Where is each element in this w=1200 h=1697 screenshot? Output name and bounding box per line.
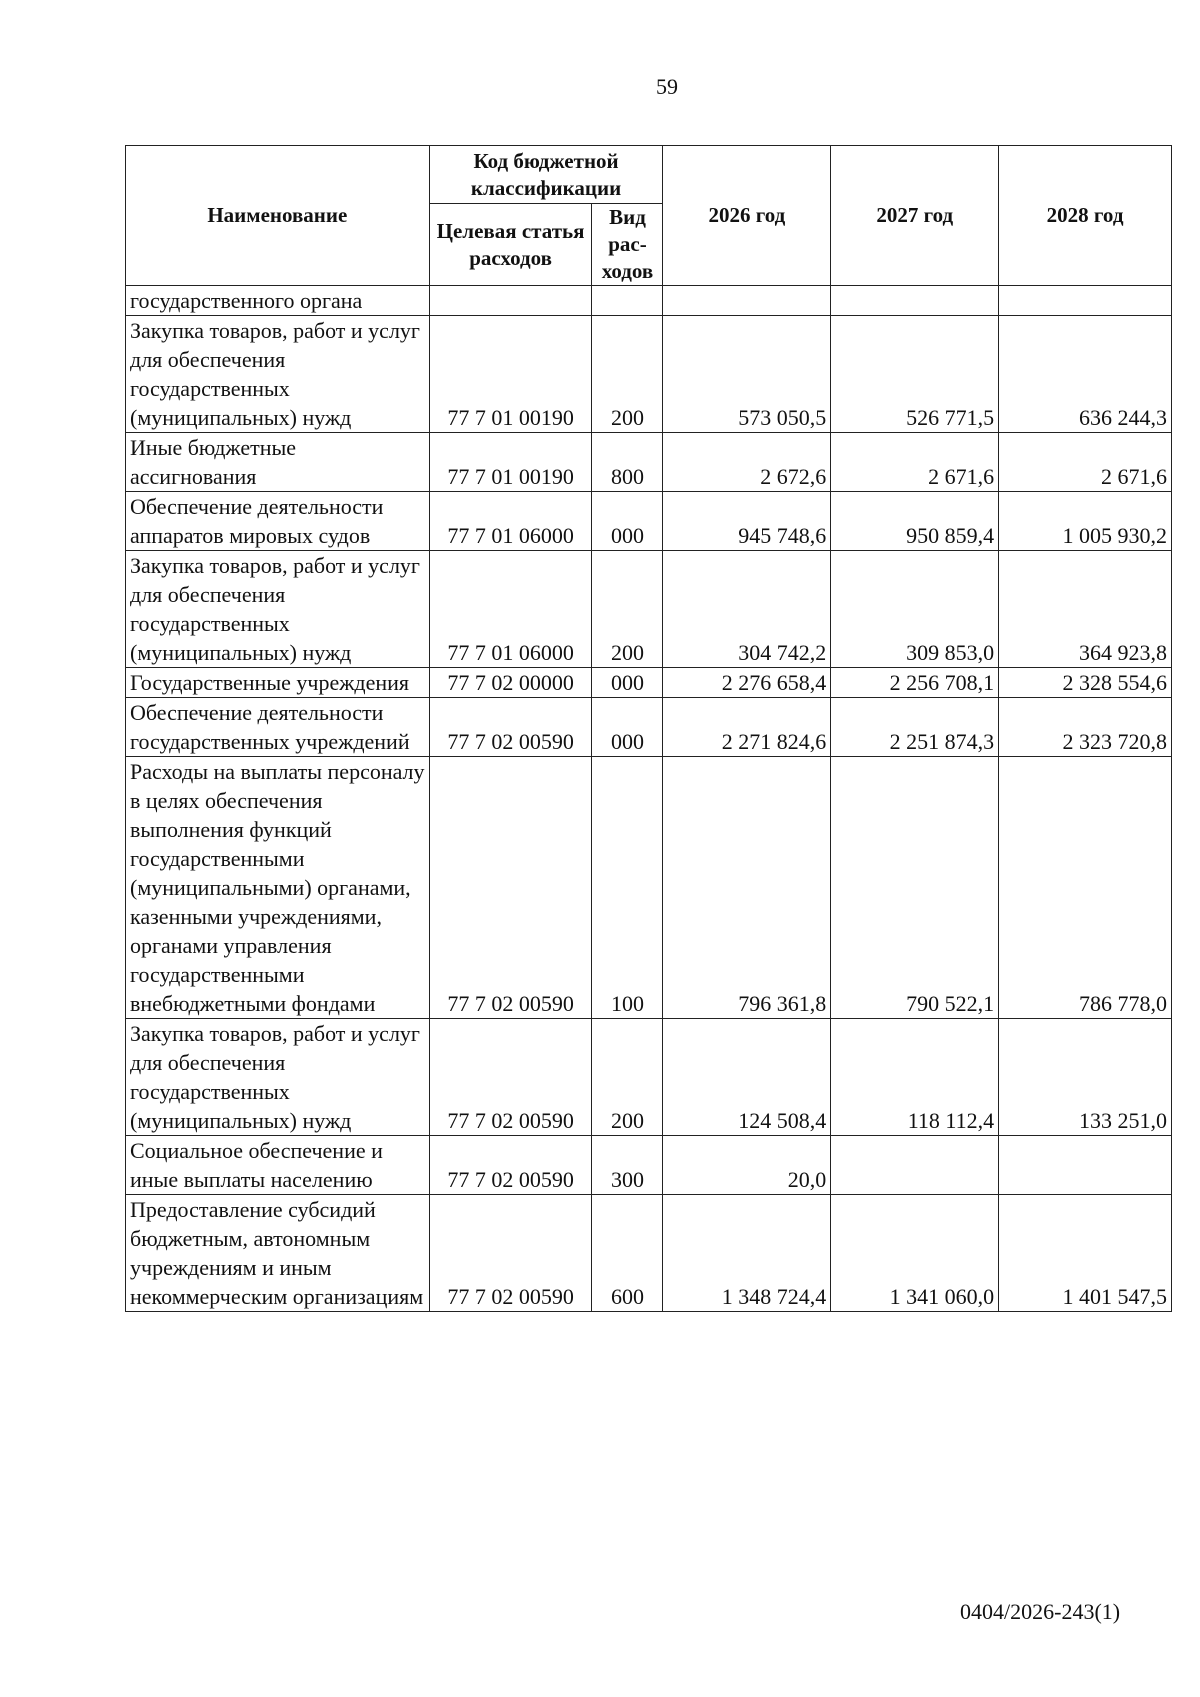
header-year-2026: 2026 год <box>663 146 831 286</box>
row-2026-cell: 2 276 658,4 <box>663 668 831 698</box>
table-row <box>126 286 1172 316</box>
document-code: 0404/2026-243(1) <box>960 1599 1121 1624</box>
table-row <box>126 757 1172 1019</box>
header-name: Наименование <box>126 146 430 286</box>
row-expense-type-cell: 000 <box>592 492 663 551</box>
row-2028-cell <box>999 1136 1172 1195</box>
row-name-cell: Закупка товаров, работ и услуг для обеспечения государственных (муниципальных) нужд <box>126 551 430 668</box>
header-year-2028: 2028 год <box>999 146 1172 286</box>
row-target-article-cell <box>429 286 592 316</box>
row-2026-cell: 304 742,2 <box>663 551 831 668</box>
row-expense-type-cell: 200 <box>592 1019 663 1136</box>
row-target-article-cell: 77 7 02 00590 <box>429 1195 592 1312</box>
row-target-article-cell: 77 7 02 00590 <box>429 1019 592 1136</box>
row-2027-cell: 309 853,0 <box>831 551 999 668</box>
row-target-article-cell: 77 7 02 00590 <box>429 1136 592 1195</box>
row-2027-cell: 790 522,1 <box>831 757 999 1019</box>
row-2026-cell: 1 348 724,4 <box>663 1195 831 1312</box>
table-row <box>126 698 1172 757</box>
row-2026-cell: 573 050,5 <box>663 316 831 433</box>
row-2026-cell: 2 271 824,6 <box>663 698 831 757</box>
row-name-cell: Социальное обеспечение и иные выплаты населению <box>126 1136 430 1195</box>
row-expense-type-cell: 200 <box>592 316 663 433</box>
row-2028-cell: 1 005 930,2 <box>999 492 1172 551</box>
row-expense-type-cell <box>592 286 663 316</box>
table-row <box>126 433 1172 492</box>
row-2026-cell: 20,0 <box>663 1136 831 1195</box>
header-year-2027: 2027 год <box>831 146 999 286</box>
row-2026-cell: 945 748,6 <box>663 492 831 551</box>
row-2028-cell: 2 671,6 <box>999 433 1172 492</box>
row-2028-cell: 133 251,0 <box>999 1019 1172 1136</box>
row-2027-cell <box>831 286 999 316</box>
row-2026-cell: 796 361,8 <box>663 757 831 1019</box>
row-target-article-cell: 77 7 01 06000 <box>429 551 592 668</box>
row-2028-cell: 2 328 554,6 <box>999 668 1172 698</box>
row-expense-type-cell: 100 <box>592 757 663 1019</box>
row-target-article-cell: 77 7 02 00590 <box>429 757 592 1019</box>
table-body <box>126 286 1172 1312</box>
row-target-article-cell: 77 7 01 06000 <box>429 492 592 551</box>
budget-table <box>125 145 1172 1312</box>
row-2028-cell: 1 401 547,5 <box>999 1195 1172 1312</box>
row-2027-cell: 950 859,4 <box>831 492 999 551</box>
row-2028-cell: 364 923,8 <box>999 551 1172 668</box>
page-number: 59 <box>656 74 678 99</box>
row-expense-type-cell: 300 <box>592 1136 663 1195</box>
row-expense-type-cell: 600 <box>592 1195 663 1312</box>
row-2027-cell: 118 112,4 <box>831 1019 999 1136</box>
table-row <box>126 1019 1172 1136</box>
header-target-article: Целевая статья расходов <box>429 204 592 286</box>
table-row <box>126 1136 1172 1195</box>
row-name-cell: Государственные учреждения <box>126 668 430 698</box>
row-2027-cell: 2 256 708,1 <box>831 668 999 698</box>
row-name-cell: Иные бюджетные ассигнования <box>126 433 430 492</box>
row-expense-type-cell: 800 <box>592 433 663 492</box>
row-2028-cell: 2 323 720,8 <box>999 698 1172 757</box>
row-name-cell: Обеспечение деятельности государственных учреждений <box>126 698 430 757</box>
header-expense-type: Вид рас-ходов <box>592 204 663 286</box>
row-2028-cell: 786 778,0 <box>999 757 1172 1019</box>
table-row <box>126 1195 1172 1312</box>
row-2027-cell: 2 251 874,3 <box>831 698 999 757</box>
row-target-article-cell: 77 7 02 00000 <box>429 668 592 698</box>
row-expense-type-cell: 000 <box>592 668 663 698</box>
header-code-group: Код бюджетной классификации <box>429 146 663 204</box>
table-row <box>126 492 1172 551</box>
row-name-cell: Предоставление субсидий бюджетным, автономным учреждениям и иным некоммерческим организациям <box>126 1195 430 1312</box>
table-row <box>126 316 1172 433</box>
row-2026-cell: 124 508,4 <box>663 1019 831 1136</box>
row-2026-cell <box>663 286 831 316</box>
row-name-cell: Закупка товаров, работ и услуг для обеспечения государственных (муниципальных) нужд <box>126 1019 430 1136</box>
row-2028-cell: 636 244,3 <box>999 316 1172 433</box>
row-2028-cell <box>999 286 1172 316</box>
row-2027-cell: 1 341 060,0 <box>831 1195 999 1312</box>
row-name-cell: Обеспечение деятельности аппаратов мировых судов <box>126 492 430 551</box>
row-target-article-cell: 77 7 01 00190 <box>429 433 592 492</box>
table-row <box>126 551 1172 668</box>
row-expense-type-cell: 000 <box>592 698 663 757</box>
row-expense-type-cell: 200 <box>592 551 663 668</box>
row-2026-cell: 2 672,6 <box>663 433 831 492</box>
table-row <box>126 668 1172 698</box>
row-2027-cell: 2 671,6 <box>831 433 999 492</box>
row-name-cell: государственного органа <box>126 286 430 316</box>
row-name-cell: Закупка товаров, работ и услуг для обеспечения государственных (муниципальных) нужд <box>126 316 430 433</box>
row-name-cell: Расходы на выплаты персоналу в целях обеспечения выполнения функций государственными (муниципальными) органами, казенными учреждениями, органами управления государственными внебюджетными фондами <box>126 757 430 1019</box>
row-2027-cell <box>831 1136 999 1195</box>
row-target-article-cell: 77 7 01 00190 <box>429 316 592 433</box>
row-2027-cell: 526 771,5 <box>831 316 999 433</box>
row-target-article-cell: 77 7 02 00590 <box>429 698 592 757</box>
